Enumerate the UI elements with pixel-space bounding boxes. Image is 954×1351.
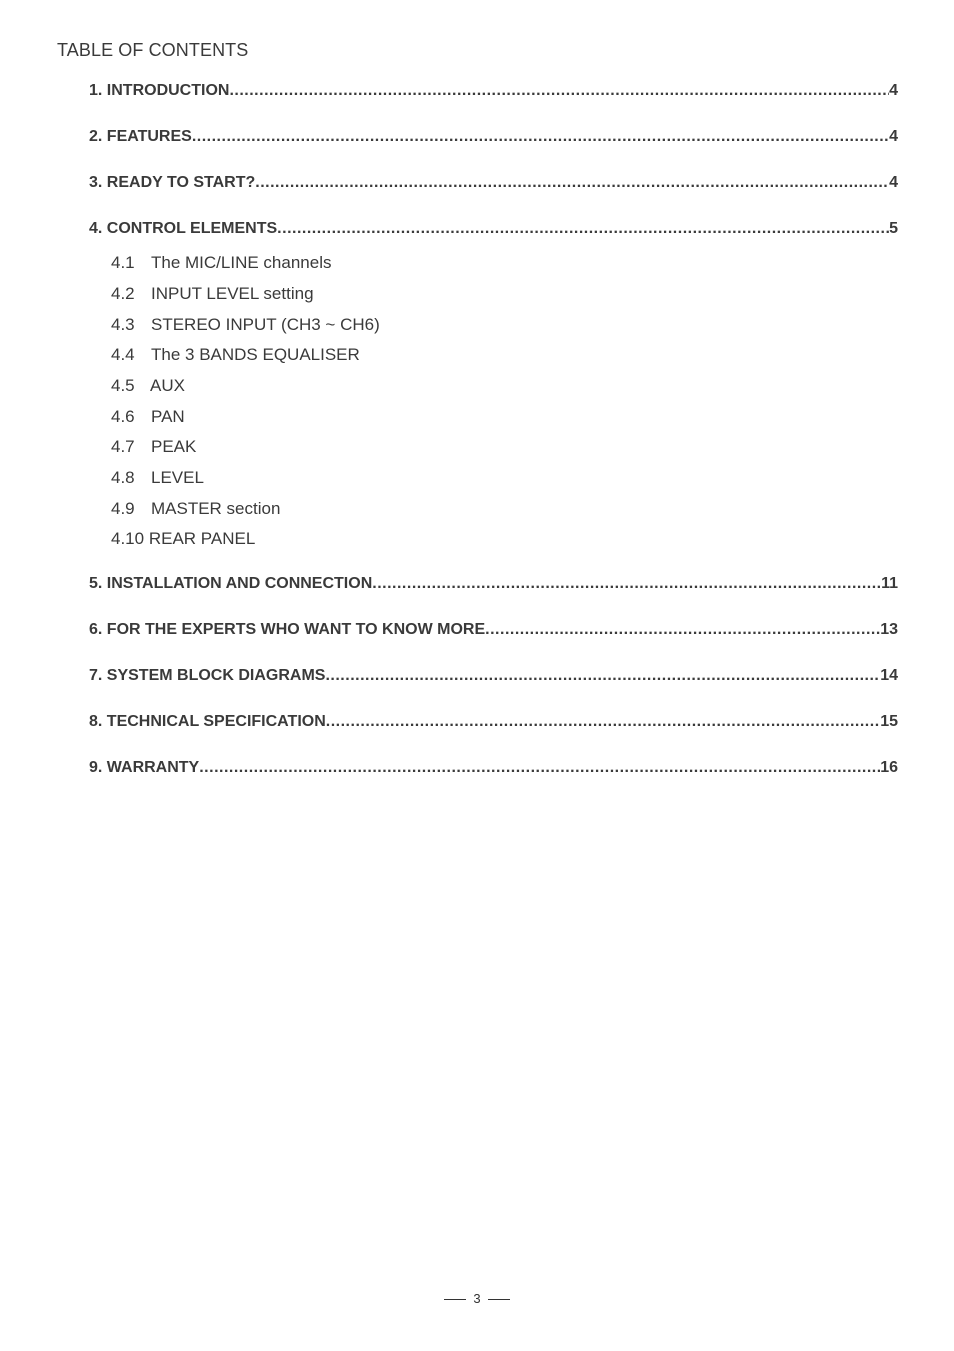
toc-entry-label: 2. FEATURES	[89, 128, 192, 145]
page-number: 3	[473, 1291, 481, 1306]
toc-subsection-label: PAN	[151, 407, 185, 426]
toc-subsection-label: The 3 BANDS EQUALISER	[151, 345, 360, 364]
dot-leader	[277, 220, 889, 238]
toc-entry-page: 13	[880, 621, 898, 638]
toc-subsection[interactable]	[111, 468, 204, 490]
toc-subsection[interactable]	[111, 437, 196, 459]
toc-subsection[interactable]	[111, 499, 280, 521]
dot-leader	[199, 759, 880, 777]
toc-entry-page: 5	[889, 220, 898, 237]
toc-subsection-label: PEAK	[151, 437, 197, 456]
toc-subsection[interactable]	[111, 407, 185, 429]
dot-leader	[326, 713, 880, 731]
toc-entry-experts[interactable]	[89, 621, 898, 643]
toc-entry-label: 7. SYSTEM BLOCK DIAGRAMS	[89, 667, 326, 684]
toc-entry-page: 15	[880, 713, 898, 730]
page-footer	[0, 1291, 954, 1306]
footer-rule-right	[488, 1299, 510, 1300]
toc-entry-page: 4	[889, 82, 898, 99]
toc-subsection-number: 4.3	[111, 315, 135, 334]
toc-subsection-label: MASTER section	[151, 499, 281, 518]
toc-entry-label: 1. INTRODUCTION	[89, 82, 230, 99]
toc-subsection-label: INPUT LEVEL setting	[151, 284, 314, 303]
toc-subsection-number: 4.10	[111, 529, 145, 548]
toc-entry-page: 16	[880, 759, 898, 776]
toc-subsection-label: STEREO INPUT (CH3 ~ CH6)	[151, 315, 380, 334]
dot-leader	[485, 621, 880, 639]
toc-subsection[interactable]	[111, 284, 314, 306]
toc-subsection[interactable]	[111, 345, 360, 367]
toc-entry-page: 4	[889, 174, 898, 191]
toc-subsection-number: 4.1	[111, 253, 135, 272]
toc-subsection-number: 4.5	[111, 376, 135, 395]
toc-subsection-label: LEVEL	[151, 468, 204, 487]
toc-entry-label: 4. CONTROL ELEMENTS	[89, 220, 278, 237]
toc-entry-label: 6. FOR THE EXPERTS WHO WANT TO KNOW MORE	[89, 621, 486, 638]
toc-entry-label: 9. WARRANTY	[89, 759, 200, 776]
dot-leader	[325, 667, 880, 685]
toc-entry-label: 8. TECHNICAL SPECIFICATION	[89, 713, 326, 730]
toc-subsection[interactable]	[111, 315, 380, 337]
toc-subsection[interactable]	[111, 253, 331, 275]
toc-entry-label: 3. READY TO START?	[89, 174, 256, 191]
toc-subsection-number: 4.9	[111, 499, 135, 518]
toc-entry-page: 11	[881, 575, 898, 592]
toc-entry-page: 14	[880, 667, 898, 684]
toc-subsection-label: REAR PANEL	[148, 529, 256, 548]
footer-rule-left	[444, 1299, 466, 1300]
toc-subsection[interactable]	[111, 376, 185, 398]
toc-entry-ready-to-start[interactable]	[89, 174, 898, 196]
toc-subsection-number: 4.4	[111, 345, 135, 364]
toc-entry-technical-specification[interactable]	[89, 713, 898, 735]
dot-leader	[192, 128, 889, 146]
toc-entry-installation[interactable]	[89, 575, 898, 597]
toc-entry-block-diagrams[interactable]	[89, 667, 898, 689]
dot-leader	[372, 575, 881, 593]
toc-title: TABLE OF CONTENTS	[57, 40, 249, 60]
toc-subsection-label: The MIC/LINE channels	[151, 253, 332, 272]
toc-entry-control-elements[interactable]	[89, 220, 898, 242]
toc-entry-features[interactable]	[89, 128, 898, 150]
toc-subsection-number: 4.7	[111, 437, 135, 456]
toc-entry-page: 4	[889, 128, 898, 145]
toc-subsection[interactable]	[111, 529, 255, 551]
toc-subsection-number: 4.8	[111, 468, 135, 487]
dot-leader	[255, 174, 889, 192]
toc-subsection-number: 4.2	[111, 284, 135, 303]
dot-leader	[229, 82, 889, 100]
toc-entry-warranty[interactable]	[89, 759, 898, 781]
toc-subsection-label: AUX	[150, 376, 185, 395]
toc-entry-label: 5. INSTALLATION AND CONNECTION	[89, 575, 373, 592]
toc-entry-introduction[interactable]	[89, 82, 898, 104]
toc-subsection-number: 4.6	[111, 407, 135, 426]
